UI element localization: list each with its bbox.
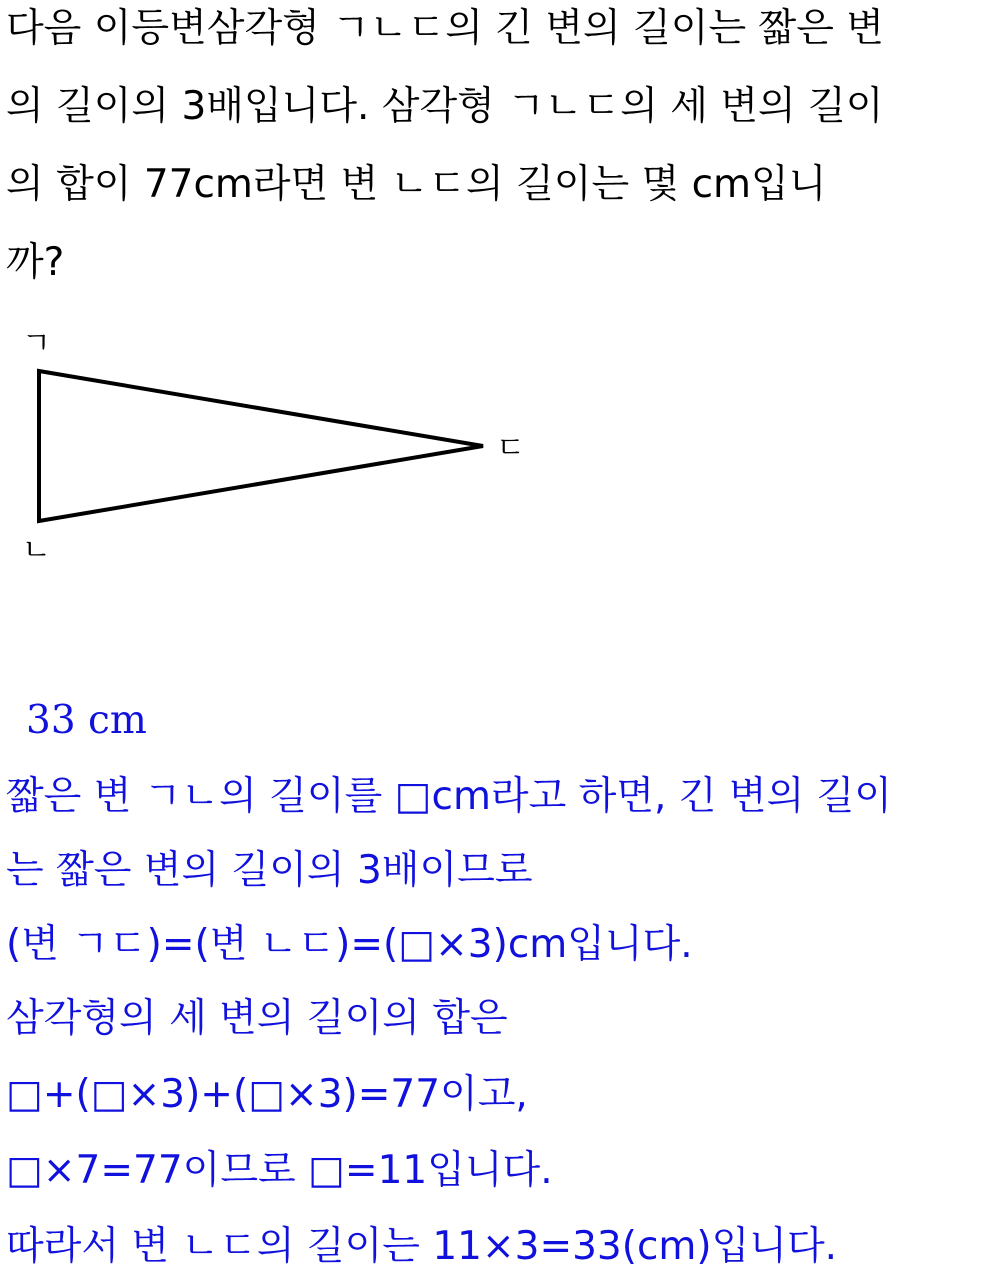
question-line: 다음 이등변삼각형 ㄱㄴㄷ의 긴 변의 길이는 짧은 변 [6, 6, 884, 51]
vertex-label-right: ㄷ [496, 431, 525, 466]
triangle-shape [39, 371, 483, 521]
question-line: 의 합이 77cm라면 변 ㄴㄷ의 길이는 몇 cm입니 [6, 162, 827, 207]
triangle-diagram [0, 320, 560, 580]
vertex-label-top: ㄱ [22, 326, 51, 361]
solution-line: 짧은 변 ㄱㄴ의 길이를 □cm라고 하면, 긴 변의 길이 [6, 774, 892, 819]
vertex-label-bottom: ㄴ [22, 533, 51, 568]
solution-line: 는 짧은 변의 길이의 3배이므로 [6, 848, 533, 893]
answer-text: 33 cm [26, 698, 147, 743]
solution-line: 따라서 변 ㄴㄷ의 길이는 11×3=33(cm)입니다. [6, 1224, 838, 1269]
solution-line: 삼각형의 세 변의 길이의 합은 [6, 996, 508, 1041]
solution-line: □×7=77이므로 □=11입니다. [6, 1148, 553, 1193]
solution-line: □+(□×3)+(□×3)=77이고, [6, 1072, 528, 1117]
question-line: 까? [6, 240, 65, 285]
solution-line: (변 ㄱㄷ)=(변 ㄴㄷ)=(□×3)cm입니다. [6, 922, 693, 967]
question-line: 의 길이의 3배입니다. 삼각형 ㄱㄴㄷ의 세 변의 길이 [6, 84, 884, 129]
